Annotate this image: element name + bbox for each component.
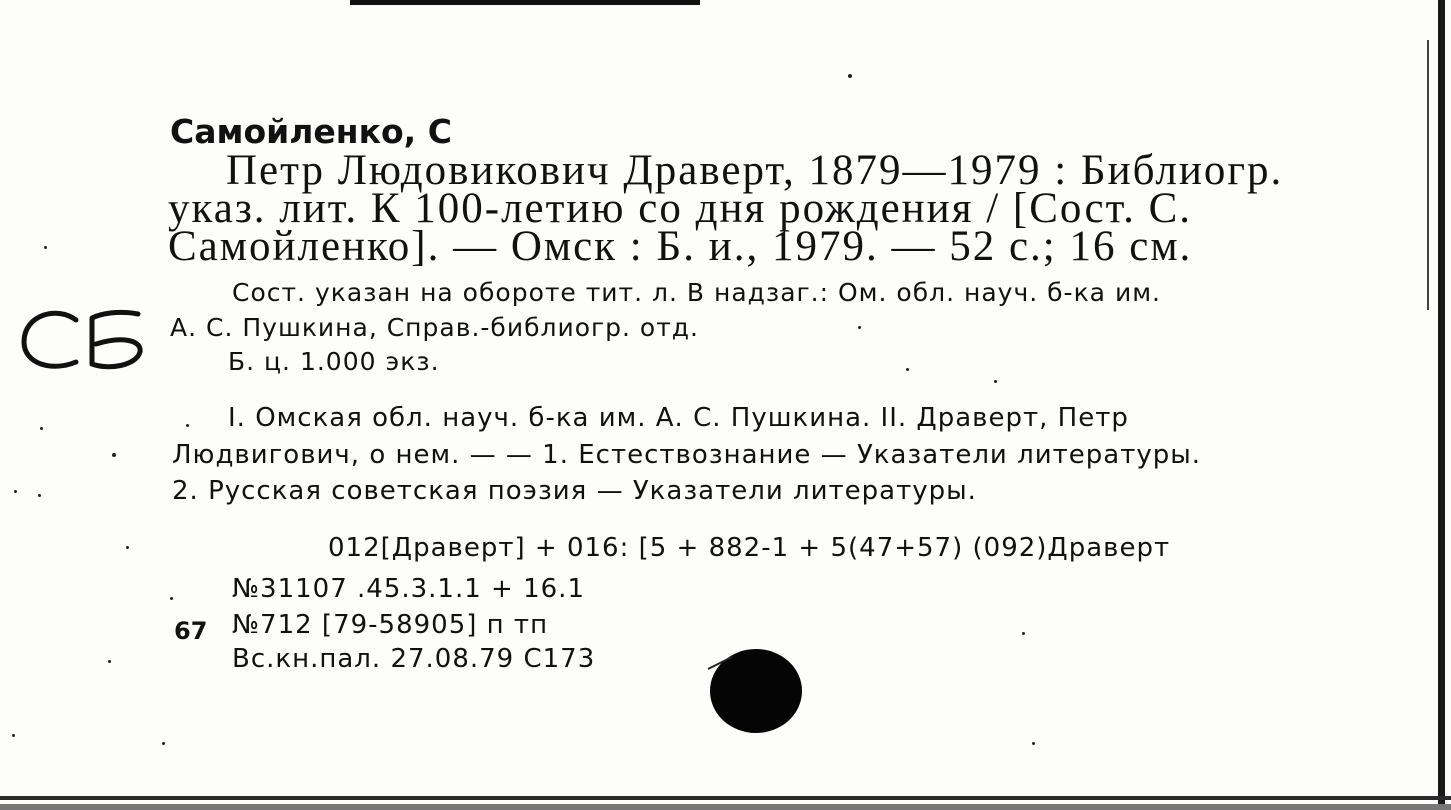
punch-hole-blot xyxy=(706,645,803,733)
subjects-line-3: 2. Русская советская поэзия — Указатели литературы. xyxy=(172,476,977,506)
note-line-2: А. С. Пушкина, Справ.-библиогр. отд. xyxy=(170,313,700,342)
scan-speck xyxy=(44,246,47,249)
scan-speck xyxy=(112,453,116,457)
number-line: №31107 .45.3.1.1 + 16.1 xyxy=(232,574,585,604)
scan-speck xyxy=(126,546,129,549)
handwritten-mark-sb xyxy=(18,300,148,380)
scan-speck xyxy=(1032,742,1035,745)
scan-speck xyxy=(14,490,17,493)
scan-speck xyxy=(170,597,173,600)
page-mark: 67 xyxy=(174,617,208,645)
scan-speck xyxy=(994,380,997,383)
scan-speck xyxy=(38,494,41,497)
scan-speck xyxy=(906,368,909,371)
scan-edge-right-inner xyxy=(1427,40,1429,310)
scan-speck xyxy=(40,427,43,430)
scan-speck xyxy=(848,74,852,78)
chamber-line: Вс.кн.пал. 27.08.79 С173 xyxy=(232,644,596,674)
subjects-line-2: Людвигович, о нем. — — 1. Естествознание — Указатели литературы. xyxy=(172,440,1202,470)
scan-speck xyxy=(1022,632,1025,635)
title-line-2: указ. лит. К 100-летию со дня рождения / [Сост. С. xyxy=(168,185,1193,232)
title-line-3: Самойленко]. — Омск : Б. и., 1979. — 52 с.; 16 см. xyxy=(168,223,1193,270)
scan-speck xyxy=(186,424,189,427)
classification-line: 012[Драверт] + 016: [5 + 882-1 + 5(47+57) (092)Драверт xyxy=(328,533,1171,563)
scan-speck xyxy=(108,660,111,663)
title-line-1: Петр Людовикович Драверт, 1879—1979 : Библиогр. xyxy=(226,147,1284,194)
scan-speck xyxy=(162,742,165,745)
note-line-1: Сост. указан на обороте тит. л. В надзаг.: Ом. обл. науч. б-ка им. xyxy=(232,278,1162,307)
scan-edge-right xyxy=(1438,0,1445,810)
scan-speck xyxy=(12,734,15,737)
order-line: №712 [79-58905] п тп xyxy=(232,610,549,640)
scan-speck xyxy=(858,326,861,329)
scan-edge-top xyxy=(350,0,700,5)
author-heading: Самойленко, С xyxy=(170,112,452,151)
scan-edge-bottom-shadow xyxy=(0,804,1451,810)
note-line-3: Б. ц. 1.000 экз. xyxy=(228,347,440,376)
subjects-line-1: I. Омская обл. науч. б-ка им. А. С. Пушкина. II. Драверт, Петр xyxy=(228,403,1129,433)
scan-edge-bottom xyxy=(0,796,1451,800)
